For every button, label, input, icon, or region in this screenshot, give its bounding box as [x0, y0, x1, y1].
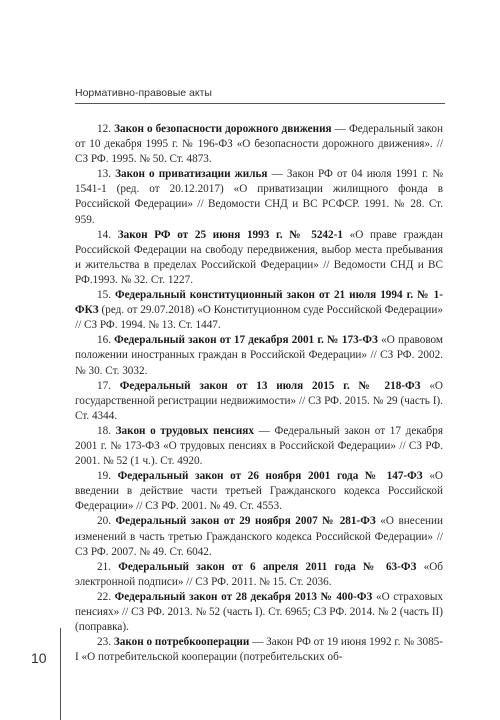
item-title: Федеральный закон от 13 июля 2015 г. № 218-ФЗ: [119, 379, 421, 392]
list-item: [75, 379, 443, 424]
item-title: Закон о трудовых пенсиях: [115, 424, 254, 437]
footer-rule: [60, 628, 61, 720]
item-title: Федеральный закон от 28 декабря 2013 № 400-ФЗ: [114, 590, 373, 603]
item-number: 23.: [97, 636, 114, 649]
header-rule: [75, 103, 445, 104]
item-number: 18.: [97, 424, 116, 437]
item-text: «О страховых пенсиях» // СЗ РФ. 2013. № 52 (часть I). Ст. 6965; СЗ РФ. 2014. № 2 (часть II) (поправка).: [75, 590, 444, 634]
item-text: «О введении в действие части третьей Гражданского кодекса Российской Федерации» // СЗ РФ. 2001. № 49. Ст. 4553.: [75, 470, 444, 513]
item-text: «О праве граждан Российской Федерации на свободу передвижения, выбор места пребывания и жительства в пределах Российской Федерации» // Ведомости СНД и ВС РФ.1993. № 32. Ст. 1227.: [75, 228, 443, 286]
list-item: [75, 228, 443, 288]
item-title: Федеральный конституционный закон от 21 июля 1994 г. № 1-ФКЗ: [75, 289, 443, 317]
item-number: 17.: [97, 379, 120, 392]
item-text: «О государственной регистрации недвижимости» // СЗ РФ. 2015. № 29 (часть I). Ст. 4344.: [75, 379, 444, 422]
list-item: [75, 514, 443, 559]
item-text: — Закон РФ от 04 июля 1991 г. № 1541-1 (ред. от 20.12.2017) «О приватизации жилищного фонда в Российской Федерации» // Ведомости СНД и ВС РСФСР. 1991. № 28. Ст. 959.: [75, 168, 443, 226]
item-text: — Федеральный закон от 17 декабря 2001 г. № 173-ФЗ «О трудовых пенсиях в Российской Федерации» // СЗ РФ. 2001. № 52 (1 ч.). Ст. 4920.: [75, 424, 443, 468]
list-item: [75, 122, 443, 167]
list-item: [75, 560, 443, 590]
page-number: 10: [31, 650, 47, 666]
item-text: — Закон РФ от 19 июня 1992 г. № 3085-I «О потребительской кооперации (потребительских об-: [75, 636, 443, 664]
item-number: 16.: [97, 334, 115, 347]
list-item: [75, 333, 443, 378]
list-item: [75, 469, 443, 514]
item-number: 22.: [97, 590, 115, 603]
law-list: [75, 122, 443, 665]
list-item: [75, 424, 443, 469]
item-title: Закон о безопасности дорожного движения: [114, 123, 332, 135]
item-text: — Федеральный закон от 10 декабря 1995 г. № 196-ФЗ «О безопасности дорожного движения». // СЗ РФ. 1995. № 50. Ст. 4873.: [75, 123, 444, 166]
item-number: 12.: [97, 123, 115, 135]
item-number: 20.: [97, 515, 116, 528]
item-title: Федеральный закон от 17 декабря 2001 г. № 173-ФЗ: [114, 334, 378, 347]
item-title: Федеральный закон от 6 апреля 2011 года № 63-ФЗ: [118, 560, 417, 573]
item-title: Закон РФ от 25 июня 1993 г. № 5242-1: [117, 228, 343, 241]
list-item: [75, 635, 443, 665]
item-number: 14.: [97, 228, 118, 241]
item-text: «О внесении изменений в часть третью Гражданского кодекса Российской Федерации» // СЗ РФ. 2007. № 49. Ст. 6042.: [75, 515, 444, 558]
item-title: Федеральный закон от 26 ноября 2001 года № 147-ФЗ: [117, 470, 423, 483]
list-item: [75, 288, 443, 333]
item-number: 13.: [97, 168, 116, 181]
item-title: Закон о потребкооперации: [113, 636, 250, 649]
item-text: «Об электронной подписи» // СЗ РФ. 2011. № 15. Ст. 2036.: [75, 560, 443, 588]
item-title: Федеральный закон от 29 ноября 2007 № 281-ФЗ: [115, 515, 376, 528]
item-text: (ред. от 29.07.2018) «О Конституционном суде Российской Федерации» // СЗ РФ. 1994. № 13. Ст. 1447.: [75, 304, 443, 332]
item-number: 19.: [97, 470, 118, 483]
item-text: «О правовом положении иностранных граждан в Российской Федерации» // СЗ РФ. 2002. № 30. Ст. 3032.: [75, 334, 443, 377]
item-number: 21.: [97, 560, 119, 573]
item-title: Закон о приватизации жилья: [115, 168, 268, 181]
list-item: [75, 167, 443, 227]
list-item: [75, 590, 443, 635]
running-head: Нормативно-правовые акты: [75, 87, 212, 99]
item-number: 15.: [97, 289, 115, 302]
